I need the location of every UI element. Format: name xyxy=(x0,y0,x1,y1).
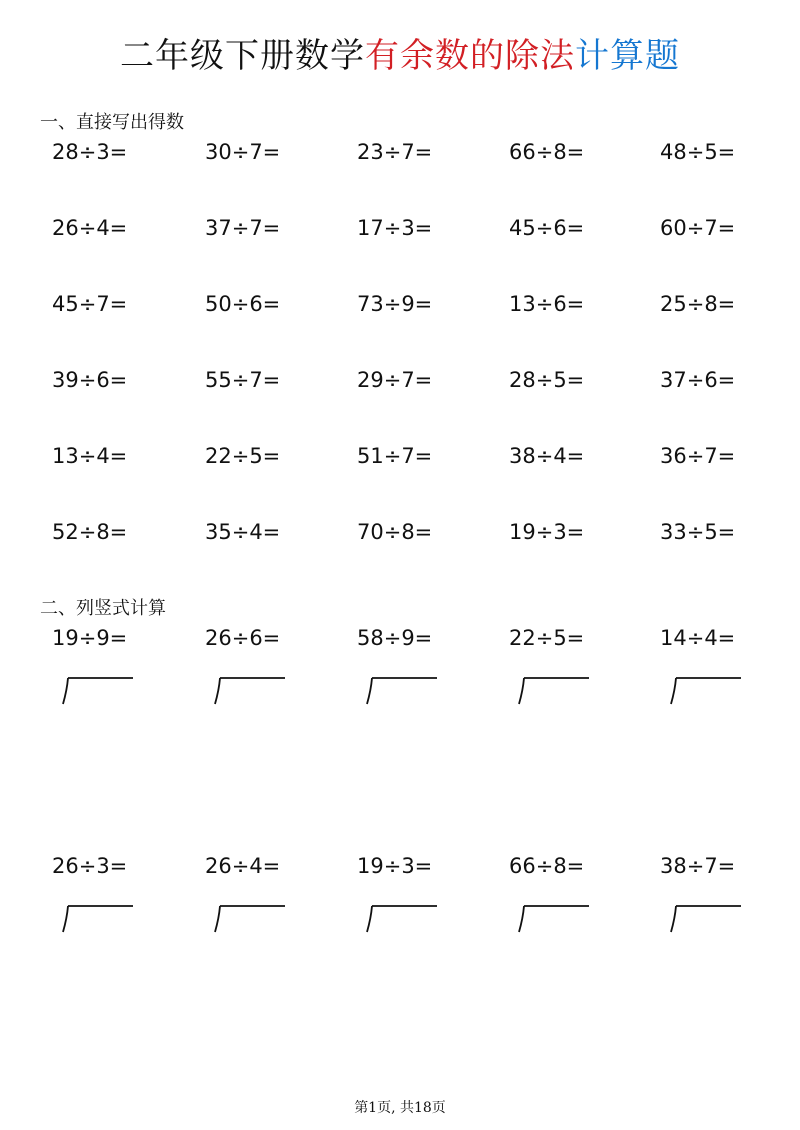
division-bracket-icon xyxy=(366,904,436,932)
division-bracket-icon xyxy=(214,676,284,704)
title-grade-part: 二年级下册数学 xyxy=(120,36,365,76)
problem-item: 30÷7= xyxy=(205,140,281,164)
vertical-problem-item: 19÷9= xyxy=(52,626,128,650)
division-bracket-icon xyxy=(518,676,588,704)
problem-item: 22÷5= xyxy=(205,444,281,468)
problem-item: 37÷7= xyxy=(205,216,281,240)
problem-item: 38÷4= xyxy=(509,444,585,468)
division-bracket-icon xyxy=(62,904,132,932)
problem-item: 45÷7= xyxy=(52,292,128,316)
problem-item: 55÷7= xyxy=(205,368,281,392)
vertical-problem-item: 58÷9= xyxy=(357,626,433,650)
page-footer: 第1页, 共18页 xyxy=(354,1100,446,1116)
problem-item: 45÷6= xyxy=(509,216,585,240)
problem-item: 33÷5= xyxy=(660,520,736,544)
problem-item: 66÷8= xyxy=(509,140,585,164)
vertical-problem-item: 22÷5= xyxy=(509,626,585,650)
division-bracket-icon xyxy=(670,676,740,704)
division-bracket-icon xyxy=(518,904,588,932)
problem-item: 26÷4= xyxy=(52,216,128,240)
problem-item: 37÷6= xyxy=(660,368,736,392)
problem-item: 28÷3= xyxy=(52,140,128,164)
problem-item: 28÷5= xyxy=(509,368,585,392)
problem-item: 29÷7= xyxy=(357,368,433,392)
title-topic-part: 有余数的除法 xyxy=(365,36,575,76)
problem-item: 13÷6= xyxy=(509,292,585,316)
problem-item: 19÷3= xyxy=(509,520,585,544)
problem-item: 13÷4= xyxy=(52,444,128,468)
problem-item: 70÷8= xyxy=(357,520,433,544)
problem-item: 35÷4= xyxy=(205,520,281,544)
problem-item: 50÷6= xyxy=(205,292,281,316)
vertical-problem-item: 14÷4= xyxy=(660,626,736,650)
vertical-problem-item: 26÷3= xyxy=(52,854,128,878)
problem-item: 48÷5= xyxy=(660,140,736,164)
problem-item: 17÷3= xyxy=(357,216,433,240)
title-type-part: 计算题 xyxy=(575,36,680,76)
problem-item: 60÷7= xyxy=(660,216,736,240)
problem-item: 51÷7= xyxy=(357,444,433,468)
division-bracket-icon xyxy=(670,904,740,932)
division-bracket-icon xyxy=(366,676,436,704)
section2-heading: 二、列竖式计算 xyxy=(40,598,166,619)
problem-item: 23÷7= xyxy=(357,140,433,164)
problem-item: 36÷7= xyxy=(660,444,736,468)
problem-item: 52÷8= xyxy=(52,520,128,544)
vertical-problem-item: 19÷3= xyxy=(357,854,433,878)
division-bracket-icon xyxy=(62,676,132,704)
vertical-problem-item: 26÷6= xyxy=(205,626,281,650)
vertical-problem-item: 26÷4= xyxy=(205,854,281,878)
section1-heading: 一、直接写出得数 xyxy=(40,112,184,133)
problem-item: 39÷6= xyxy=(52,368,128,392)
vertical-problem-item: 66÷8= xyxy=(509,854,585,878)
division-bracket-icon xyxy=(214,904,284,932)
vertical-problem-item: 38÷7= xyxy=(660,854,736,878)
problem-item: 73÷9= xyxy=(357,292,433,316)
problem-item: 25÷8= xyxy=(660,292,736,316)
page-title xyxy=(0,28,800,77)
